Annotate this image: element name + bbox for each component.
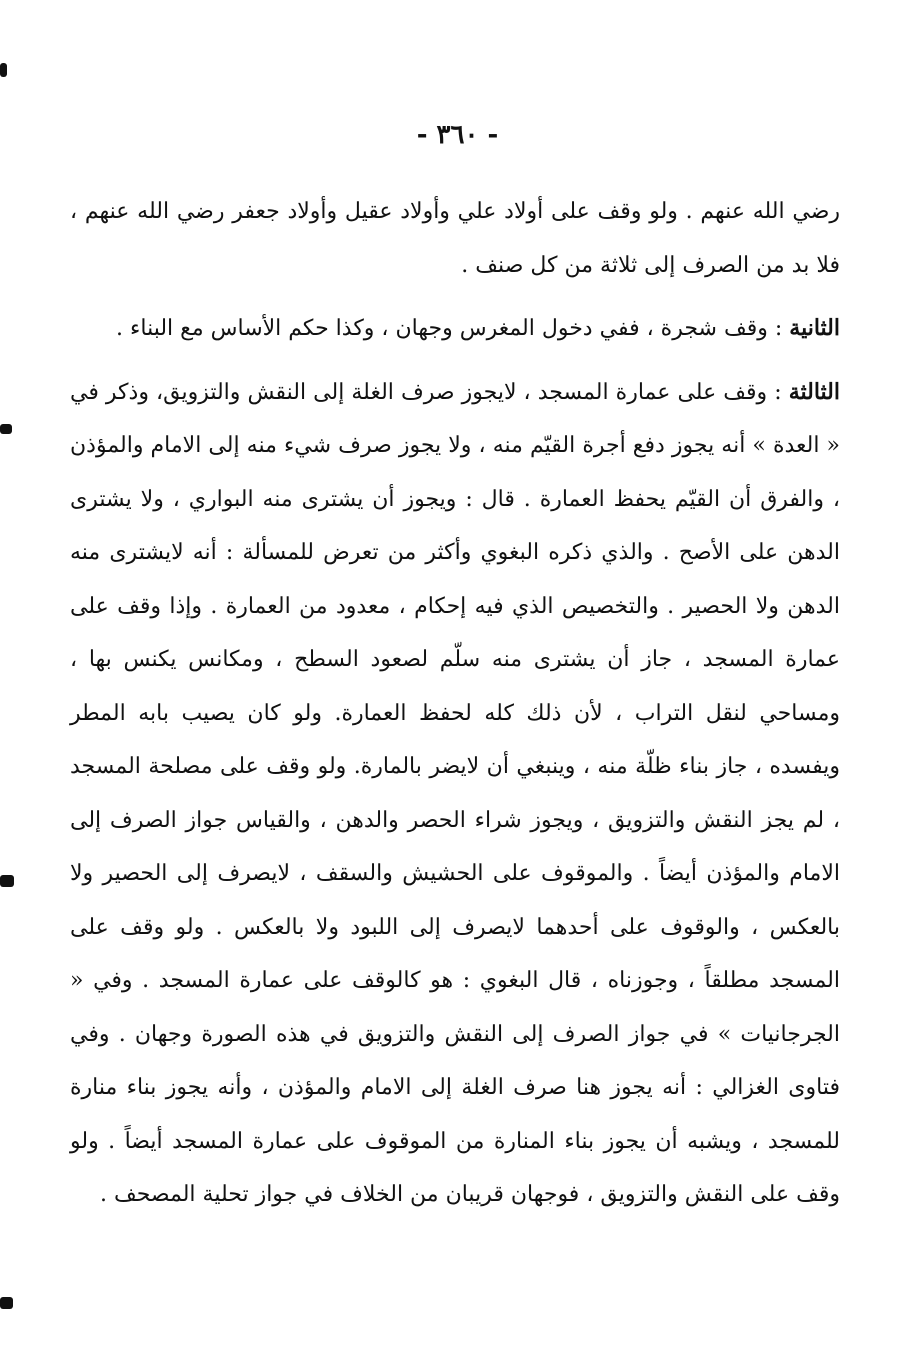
paragraph-text: رضي الله عنهم . ولو وقف على أولاد علي وأولاد عقيل وأولاد جعفر رضي الله عنهم ، فلا بد من الصرف إلى ثلاثة من كل صنف . [70, 199, 840, 278]
paragraph-text: : وقف على عمارة المسجد ، لايجوز صرف الغلة إلى النقش والتزويق، وذكر في « العدة » أنه يجوز دفع أجرة القيّم منه ، ولا يجوز صرف شيء منه إلى الامام والمؤذن ، والفرق أن القيّم يحفظ العمارة . قال : ويجوز أن يشترى منه البواري ، ولا يشترى الدهن على الأصح . والذي ذكره البغوي وأكثر من تعرض للمسألة : أنه لايشترى منه الدهن ولا الحصير . والتخصيص الذي فيه إحكام ، معدود من العمارة . وإذا وقف على عمارة المسجد ، جاز أن يشترى منه سلّم لصعود السطح ، ومكانس يكنس بها ، ومساحي لنقل التراب ، لأن ذلك كله لحفظ العمارة. ولو كان يصيب بابه المطر ويفسده ، جاز بناء ظلّة منه ، وينبغي أن لايضر بالمارة. ولو وقف على مصلحة المسجد ، لم يجز النقش والتزويق ، ويجوز شراء الحصر والدهن ، والقياس جواز الصرف إلى الامام والمؤذن أيضاً . والموقوف على الحشيش والسقف ، لايصرف إلى الحصير ولا بالعكس ، والوقوف على أحدهما لايصرف إلى اللبود ولا بالعكس . ولو وقف على المسجد مطلقاً ، وجوزناه ، قال البغوي : هو كالوقف على عمارة المسجد . وفي « الجرجانيات » في جواز الصرف إلى النقش والتزويق في هذه الصورة وجهان . وفي فتاوى الغزالي : أنه يجوز هنا صرف الغلة إلى الامام والمؤذن ، وأنه يجوز بناء منارة للمسجد ، ويشبه أن يجوز بناء المنارة من الموقوف على عمارة المسجد أيضاً . ولو وقف على النقش والتزويق ، فوجهان قريبان من الخلاف في جواز تحلية المصحف . [70, 379, 840, 1207]
page-number: - ٣٦٠ - [416, 120, 499, 150]
paragraph-second [70, 302, 840, 356]
page-body [70, 185, 840, 1240]
edge-mark [0, 1297, 13, 1309]
paragraph-third [70, 366, 840, 1222]
edge-mark [0, 63, 7, 77]
paragraph-heading: الثالثة [788, 378, 840, 405]
edge-mark [0, 875, 14, 887]
paragraph-heading: الثانية [789, 315, 840, 341]
paragraph-text: : وقف شجرة ، ففي دخول المغرس وجهان ، وكذا حكم الأساس مع البناء . [116, 316, 790, 341]
paragraph [70, 185, 840, 292]
edge-mark [0, 424, 12, 434]
